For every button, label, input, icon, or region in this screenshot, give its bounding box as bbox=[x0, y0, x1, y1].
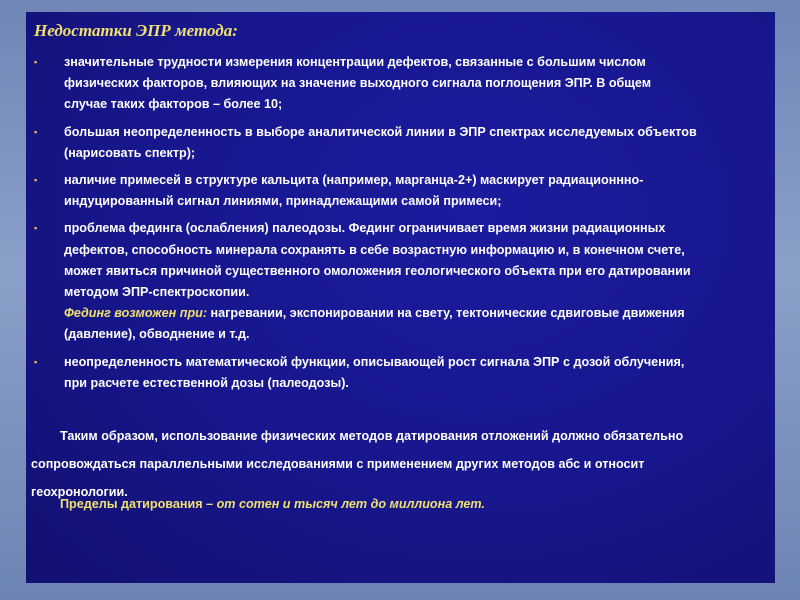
bullet-icon: ▪ bbox=[34, 126, 38, 137]
list-item bbox=[26, 170, 771, 212]
bullet-icon: ▪ bbox=[34, 175, 38, 186]
summary-line: геохронологии. bbox=[31, 485, 128, 499]
dating-limits bbox=[60, 497, 485, 511]
item-line: неопределенность математической функции, описывающей рост сигнала ЭПР с дозой облучения, bbox=[64, 354, 685, 369]
item-line: дефектов, способность минерала сохранять в себе возрастную информацию и, в конечном счете, bbox=[64, 242, 685, 257]
bullet-icon: ▪ bbox=[34, 356, 38, 367]
summary-line: сопровождаться параллельными исследованиями с применением других методов абс и относит bbox=[31, 457, 645, 471]
item-line: наличие примесей в структуре кальцита (например, марганца-2+) маскирует радиационнно- bbox=[64, 173, 644, 188]
drawbacks-list bbox=[26, 52, 771, 400]
fading-line bbox=[64, 303, 771, 324]
list-item bbox=[26, 52, 771, 116]
item-line: индуцированный сигнал линиями, принадлежащими самой примеси; bbox=[64, 194, 502, 209]
fading-label: Фединг возможен при: bbox=[64, 306, 208, 321]
item-line: при расчете естественной дозы (палеодозы). bbox=[64, 375, 349, 390]
item-line: случае таких факторов – более 10; bbox=[64, 97, 283, 112]
item-line: может явиться причиной существенного омоложения геологического объекта при его датировании bbox=[64, 263, 691, 278]
item-line: проблема фединга (ослабления) палеодозы. Фединг ограничивает время жизни радиационных bbox=[64, 221, 666, 236]
dating-limits-label: Пределы датирования bbox=[60, 497, 203, 511]
fading-text: нагревании, экспонировании на свету, тектонические сдвиговые движения bbox=[207, 306, 685, 321]
dating-limits-value: – от сотен и тысяч лет до миллиона лет. bbox=[202, 497, 485, 511]
slide-panel bbox=[26, 12, 775, 583]
summary-line: Таким образом, использование физических методов датирования отложений должно обязательно bbox=[60, 429, 684, 443]
bullet-icon: ▪ bbox=[34, 57, 38, 67]
list-item bbox=[26, 218, 771, 345]
bullet-icon: ▪ bbox=[34, 223, 38, 234]
item-line: значительные трудности измерения концентрации дефектов, связанные с большим числом bbox=[64, 55, 646, 69]
summary-paragraph bbox=[26, 422, 771, 506]
slide-title: Недостатки ЭПР метода: bbox=[34, 21, 238, 40]
item-line: (нарисовать спектр); bbox=[64, 145, 196, 160]
fading-line: (давление), обводнение и т.д. bbox=[64, 327, 250, 342]
list-item bbox=[26, 352, 771, 394]
item-line: методом ЭПР-спектроскопии. bbox=[64, 285, 250, 300]
item-line: большая неопределенность в выборе аналитической линии в ЭПР спектрах исследуемых объектов bbox=[64, 124, 697, 139]
list-item bbox=[26, 122, 771, 164]
item-line: физических факторов, влияющих на значение выходного сигнала поглощения ЭПР. В общем bbox=[64, 76, 652, 91]
